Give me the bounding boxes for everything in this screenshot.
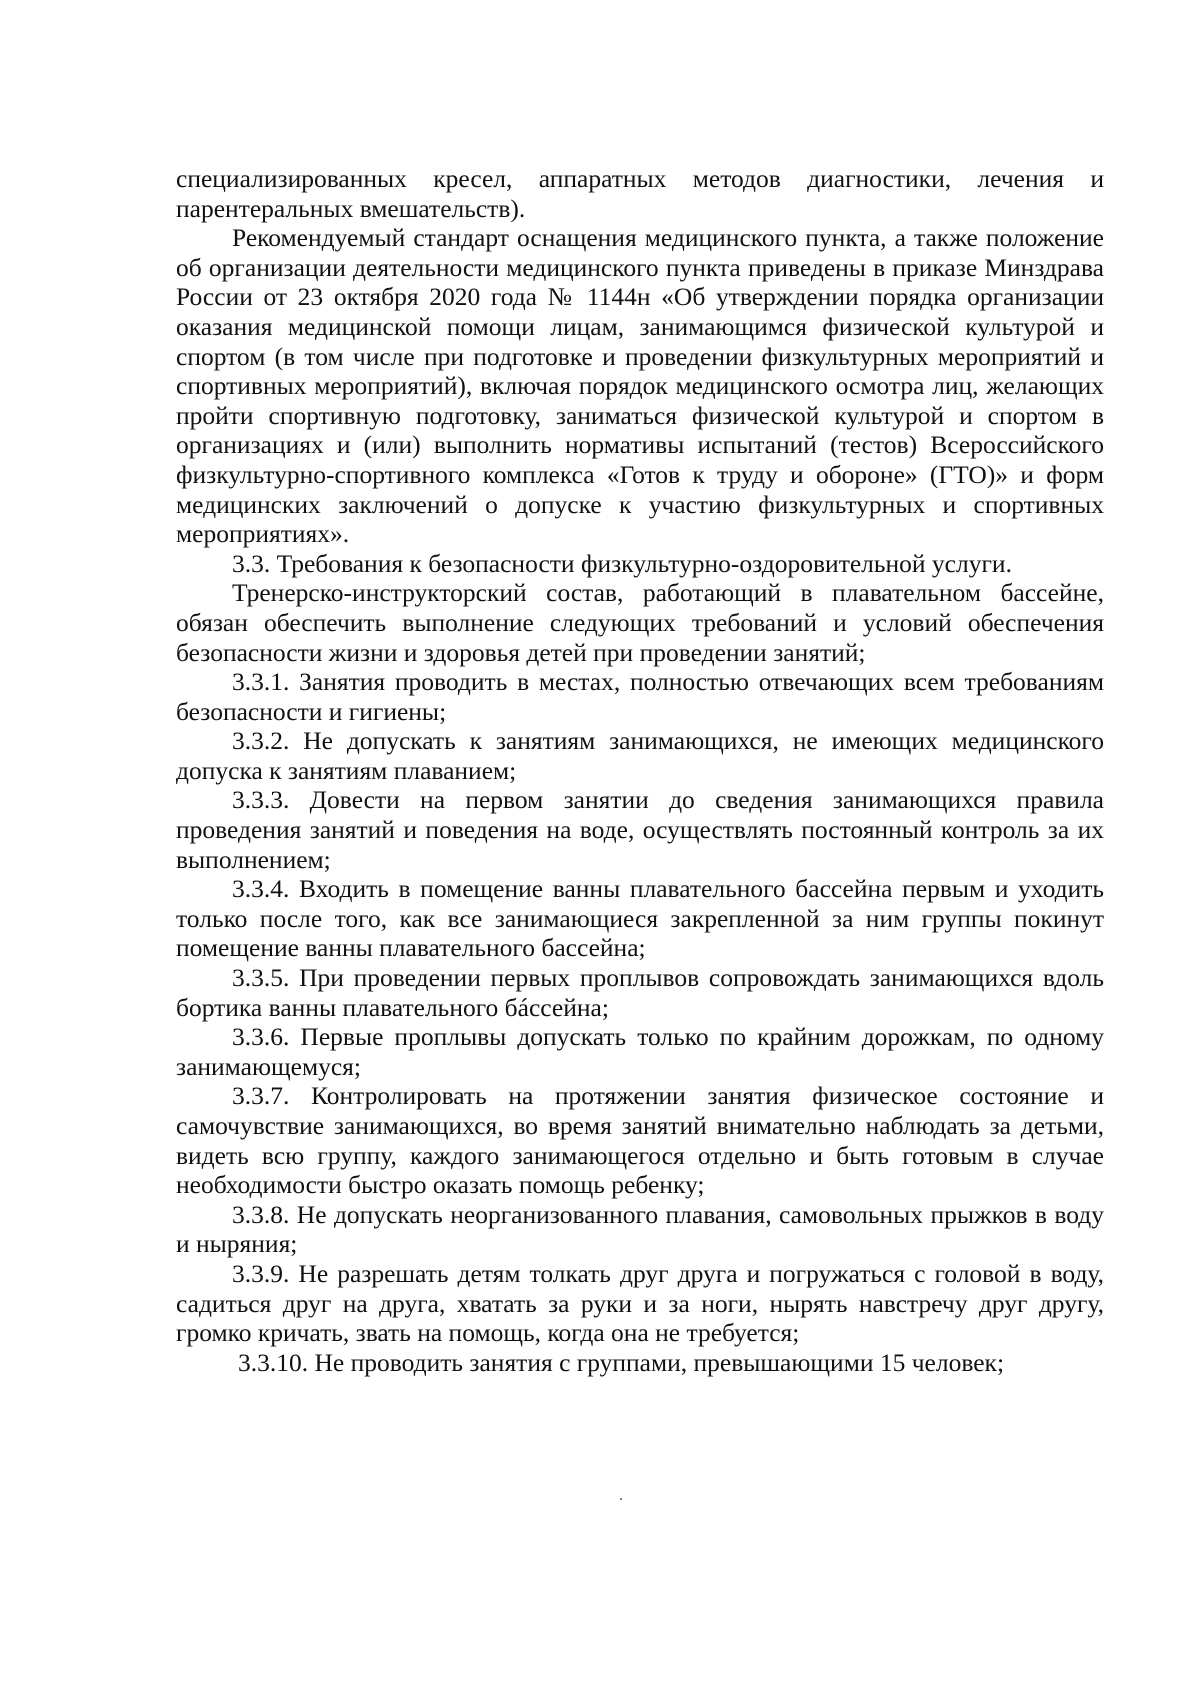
scan-speck (620, 1498, 622, 1500)
paragraph-staff-obligations: Тренерско-инструкторский состав, работающий в плавательном бассейне, обязан обеспечить выполнение следующих требований и условий обеспечения безопасности жизни и здоровья детей при проведении занятий; (176, 578, 1104, 667)
list-item-3-3-4: 3.3.4. Входить в помещение ванны плавательного бассейна первым и уходить только после того, как все занимающиеся закрепленной за ним группы покинут помещение ванны плавательного бассейна; (176, 874, 1104, 963)
list-item-3-3-8: 3.3.8. Не допускать неорганизованного плавания, самовольных прыжков в воду и ныряния; (176, 1199, 1104, 1259)
list-item-3-3-9: 3.3.9. Не разрешать детям толкать друг друга и погружаться с головой в воду, садиться друг на друга, хватать за руки и за ноги, нырять навстречу друг другу, громко кричать, звать на помощь, когда она не требуется; (176, 1258, 1104, 1348)
section-heading-3-3: 3.3. Требования к безопасности физкультурно-оздоровительной услуги. (232, 548, 1012, 578)
paragraph-continuation: специализированных кресел, аппаратных методов диагностики, лечения и парентеральных вмешательств). (176, 164, 1104, 223)
document-body (176, 164, 1104, 1377)
list-item-3-3-2: 3.3.2. Не допускать к занятиям занимающихся, не имеющих медицинского допуска к занятиям плаванием; (176, 726, 1104, 785)
list-item-3-3-1: 3.3.1. Занятия проводить в местах, полностью отвечающих всем требованиям безопасности и гигиены; (176, 667, 1104, 726)
list-item-3-3-5: 3.3.5. При проведении первых проплывов сопровождать занимающихся вдоль бортика ванны плавательного бáссейна; (176, 963, 1104, 1022)
list-item-3-3-10: 3.3.10. Не проводить занятия с группами, превышающими 15 человек; (238, 1347, 1005, 1377)
list-item-3-3-3: 3.3.3. Довести на первом занятии до сведения занимающихся правила проведения занятий и поведения на воде, осуществлять постоянный контроль за их выполнением; (176, 785, 1104, 874)
paragraph-standard: Рекомендуемый стандарт оснащения медицинского пункта, а также положение об организации деятельности медицинского пункта приведены в приказе Минздрава России от 23 октября 2020 года № 1144н «Об утверждении порядка организации оказания медицинской помощи лицам, занимающимся физической культурой и спортом (в том числе при подготовке и проведении физкультурных мероприятий и спортивных мероприятий), включая порядок медицинского осмотра лиц, желающих пройти спортивную подготовку, заниматься физической культурой и спортом в организациях и (или) выполнить нормативы испытаний (тестов) Всероссийского физкультурно-спортивного комплекса «Готов к труду и обороне» (ГТО)» и форм медицинских заключений о допуске к участию физкультурных и спортивных мероприятиях». (176, 223, 1104, 549)
list-item-3-3-6: 3.3.6. Первые проплывы допускать только по крайним дорожкам, по одному занимающемуся; (176, 1022, 1104, 1081)
list-item-3-3-7: 3.3.7. Контролировать на протяжении занятия физическое состояние и самочувствие занимающихся, во время занятий внимательно наблюдать за детьми, видеть всю группу, каждого занимающегося отдельно и быть готовым в случае необходимости быстро оказать помощь ребенку; (176, 1081, 1104, 1200)
